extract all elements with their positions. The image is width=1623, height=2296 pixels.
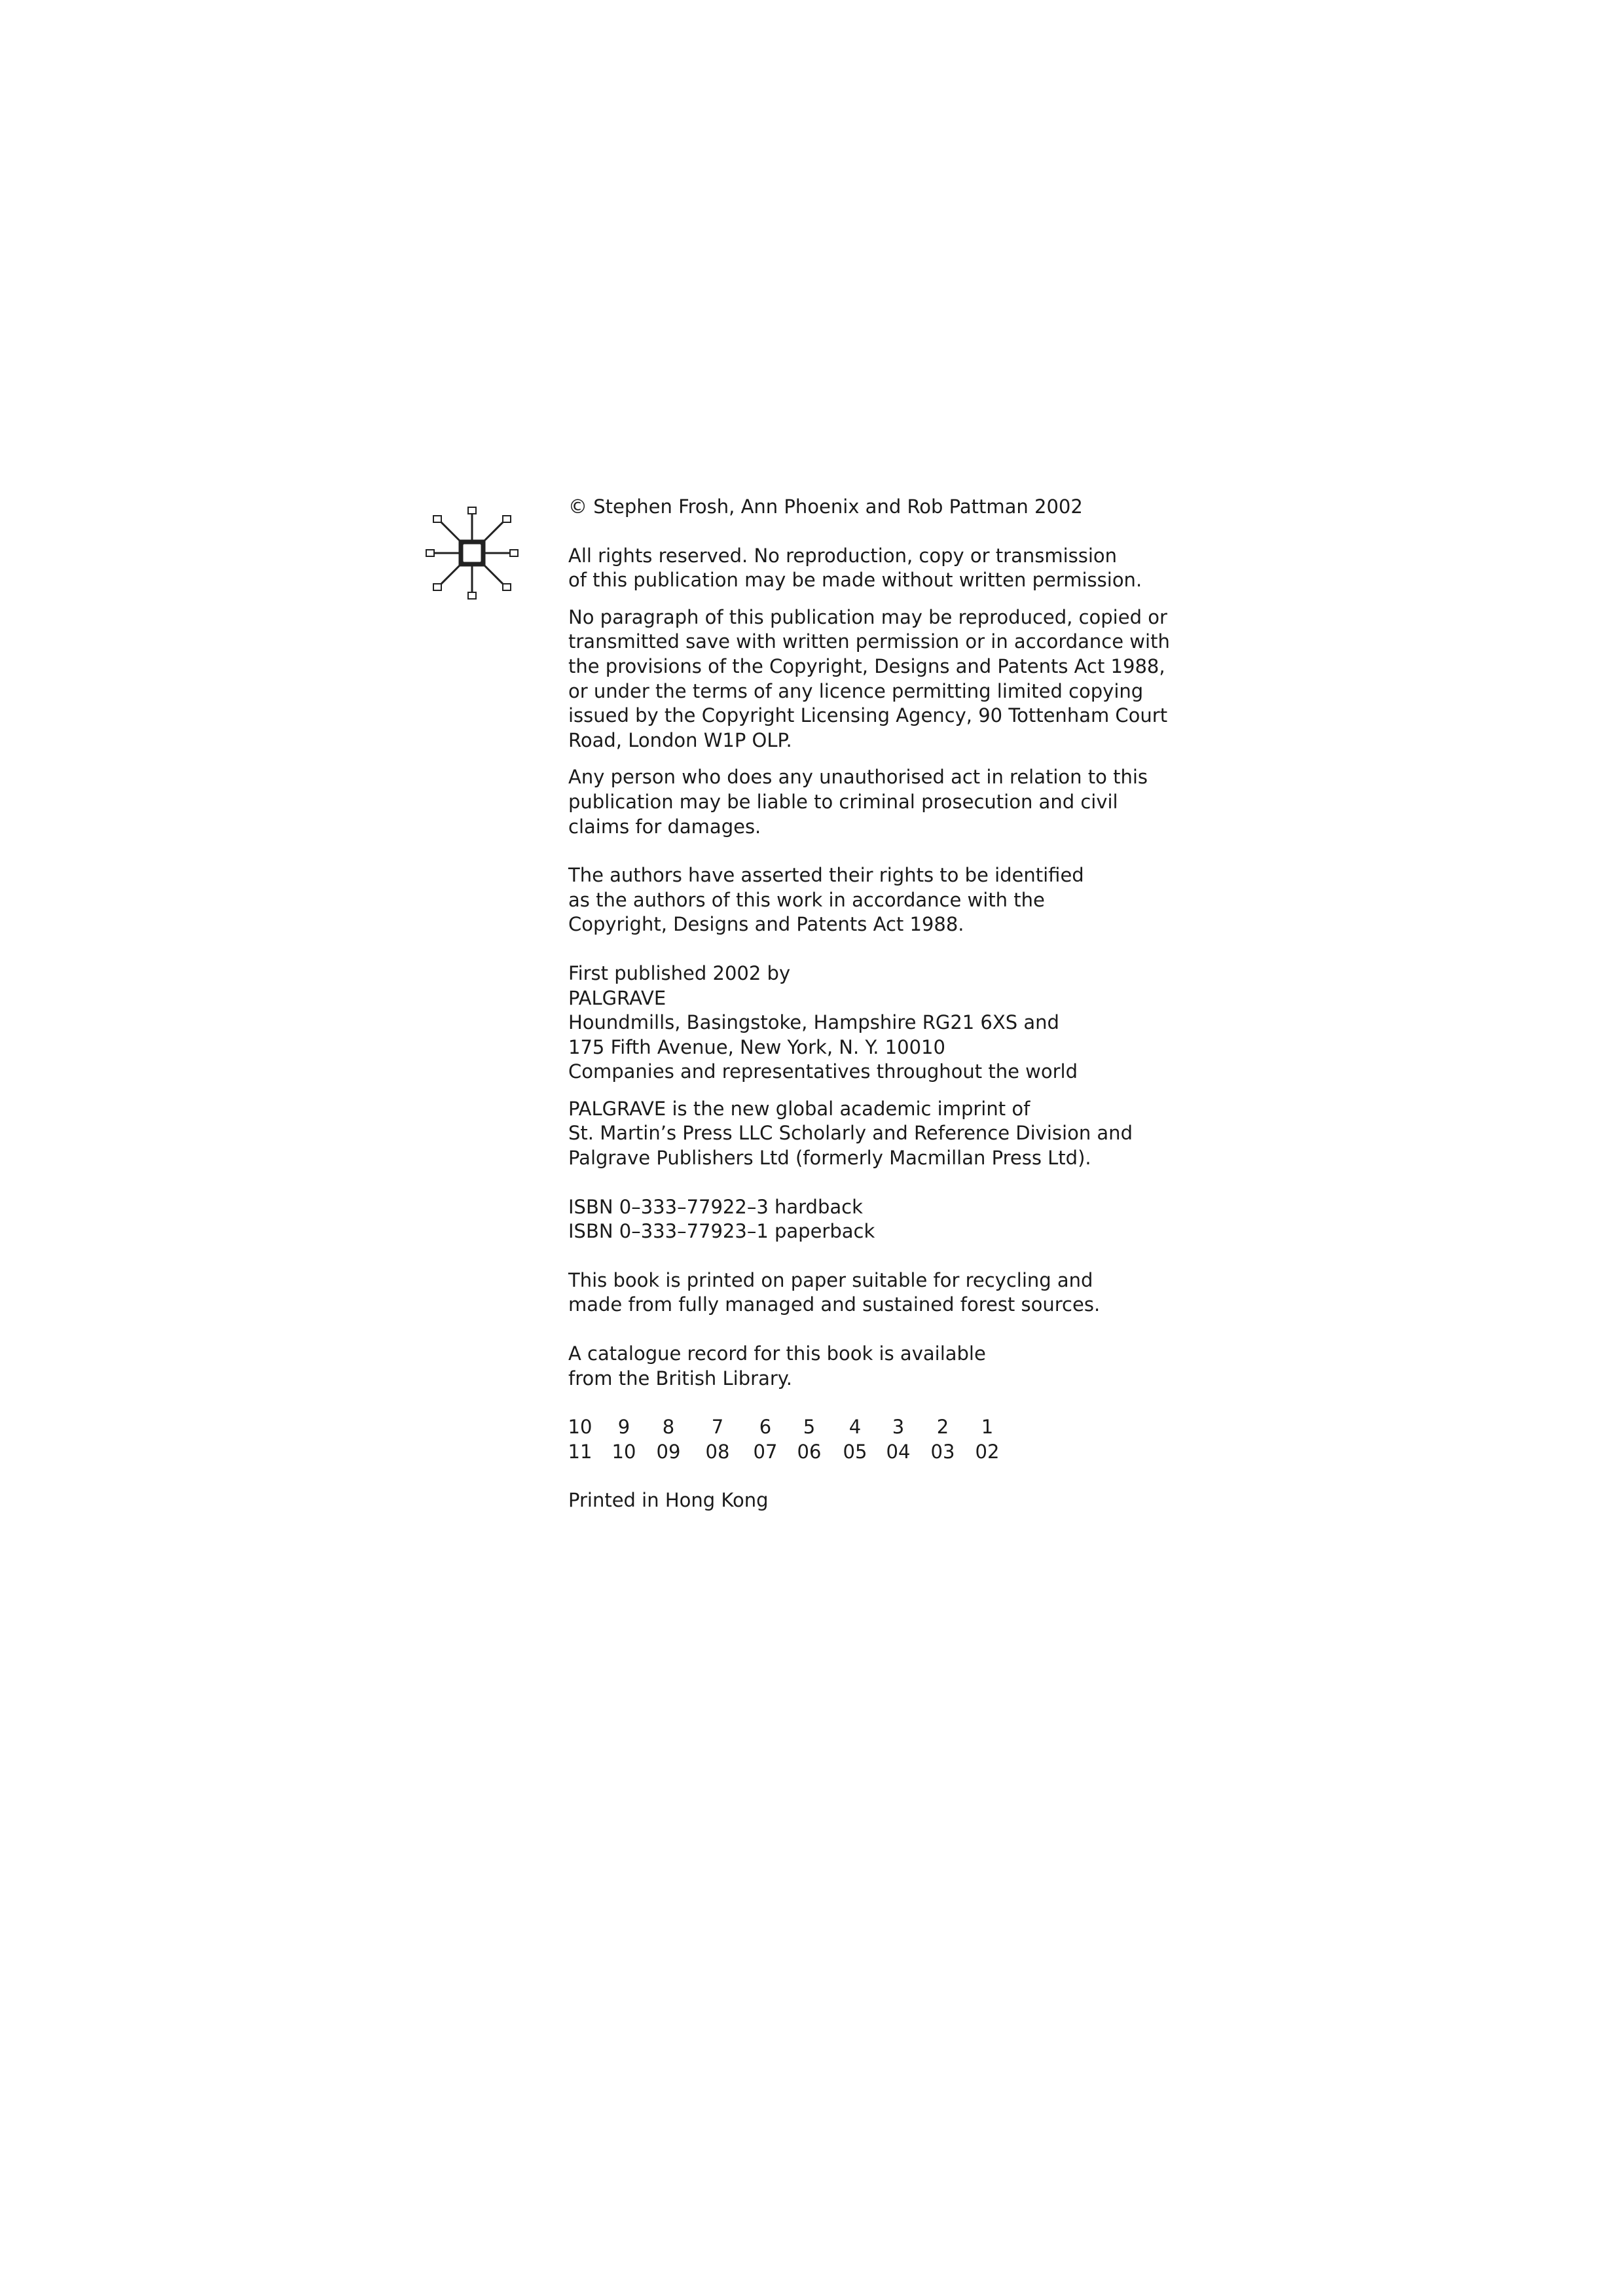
isbn-block <box>568 1195 1236 1244</box>
unauthorised-act-paragraph <box>568 765 1236 839</box>
printing-numbers <box>568 1415 1236 1464</box>
publisher-info <box>568 961 1236 1085</box>
text-line: Any person who does any unauthorised act in relation to this <box>568 766 1148 789</box>
text-line: This book is printed on paper suitable for recycling and <box>568 1268 1093 1291</box>
print-number-row <box>568 1415 1236 1440</box>
palgrave-imprint-paragraph <box>568 1097 1236 1171</box>
year-number: 07 <box>753 1440 778 1463</box>
text-line: of this publication may be made without written permission. <box>568 569 1142 592</box>
printed-in-line <box>568 1488 1236 1513</box>
isbn-paperback: ISBN 0–333–77923–1 paperback <box>568 1220 875 1243</box>
print-number: 10 <box>568 1416 593 1439</box>
year-number: 03 <box>930 1440 955 1463</box>
text-line: transmitted save with written permission or in accordance with <box>568 630 1170 653</box>
year-number: 05 <box>843 1440 867 1463</box>
isbn-hardback: ISBN 0–333–77922–3 hardback <box>568 1195 863 1218</box>
text-line: All rights reserved. No reproduction, copy or transmission <box>568 544 1118 567</box>
print-number: 8 <box>662 1416 675 1439</box>
text-line: or under the terms of any licence permitting limited copying <box>568 679 1144 702</box>
rights-reserved-paragraph <box>568 544 1236 593</box>
text-line: First published 2002 by <box>568 961 791 984</box>
text-line: Houndmills, Basingstoke, Hampshire RG21 6XS and <box>568 1011 1059 1034</box>
year-number: 10 <box>611 1440 636 1463</box>
publisher-name: PALGRAVE <box>568 986 666 1009</box>
text-line: A catalogue record for this book is available <box>568 1342 986 1365</box>
year-number: 06 <box>797 1440 822 1463</box>
text-line: 175 Fifth Avenue, New York, N. Y. 10010 <box>568 1035 945 1058</box>
text-line: publication may be liable to criminal prosecution and civil <box>568 790 1118 813</box>
authors-rights-paragraph <box>568 863 1236 937</box>
text-line: as the authors of this work in accordance with the <box>568 888 1045 911</box>
print-number: 3 <box>892 1416 905 1439</box>
paper-notice <box>568 1268 1236 1318</box>
print-number: 9 <box>617 1416 630 1439</box>
no-paragraph-notice <box>568 605 1236 753</box>
text-line: St. Martin’s Press LLC Scholarly and Reference Division and <box>568 1122 1133 1145</box>
year-number-row <box>568 1440 1236 1465</box>
print-number: 5 <box>803 1416 816 1439</box>
year-number: 11 <box>568 1440 593 1463</box>
copyright-page <box>568 495 1236 1513</box>
print-number: 7 <box>711 1416 724 1439</box>
text-line: No paragraph of this publication may be reproduced, copied or <box>568 605 1167 628</box>
print-number: 6 <box>759 1416 772 1439</box>
text-line: claims for damages. <box>568 815 761 838</box>
text-line: Road, London W1P OLP. <box>568 728 792 751</box>
print-number: 2 <box>936 1416 949 1439</box>
catalogue-notice <box>568 1342 1236 1391</box>
text-line: made from fully managed and sustained forest sources. <box>568 1293 1101 1316</box>
year-number: 04 <box>886 1440 911 1463</box>
print-number: 4 <box>848 1416 862 1439</box>
copyright-text: © Stephen Frosh, Ann Phoenix and Rob Pattman 2002 <box>568 495 1083 518</box>
text-line: the provisions of the Copyright, Designs and Patents Act 1988, <box>568 655 1165 677</box>
text-line: from the British Library. <box>568 1367 793 1390</box>
year-number: 02 <box>975 1440 1000 1463</box>
text-line: PALGRAVE is the new global academic imprint of <box>568 1097 1030 1120</box>
year-number: 09 <box>656 1440 681 1463</box>
text-line: The authors have asserted their rights to be identified <box>568 864 1084 887</box>
text-line: Companies and representatives throughout the world <box>568 1060 1078 1083</box>
year-number: 08 <box>705 1440 730 1463</box>
text-line: Copyright, Designs and Patents Act 1988. <box>568 913 964 936</box>
text-line: issued by the Copyright Licensing Agency, 90 Tottenham Court <box>568 704 1168 727</box>
copyright-line <box>568 495 1236 520</box>
text-line: Palgrave Publishers Ltd (formerly Macmillan Press Ltd). <box>568 1147 1091 1170</box>
print-number: 1 <box>981 1416 994 1439</box>
network-node-logo-icon <box>424 505 520 601</box>
printed-in-text: Printed in Hong Kong <box>568 1489 769 1512</box>
